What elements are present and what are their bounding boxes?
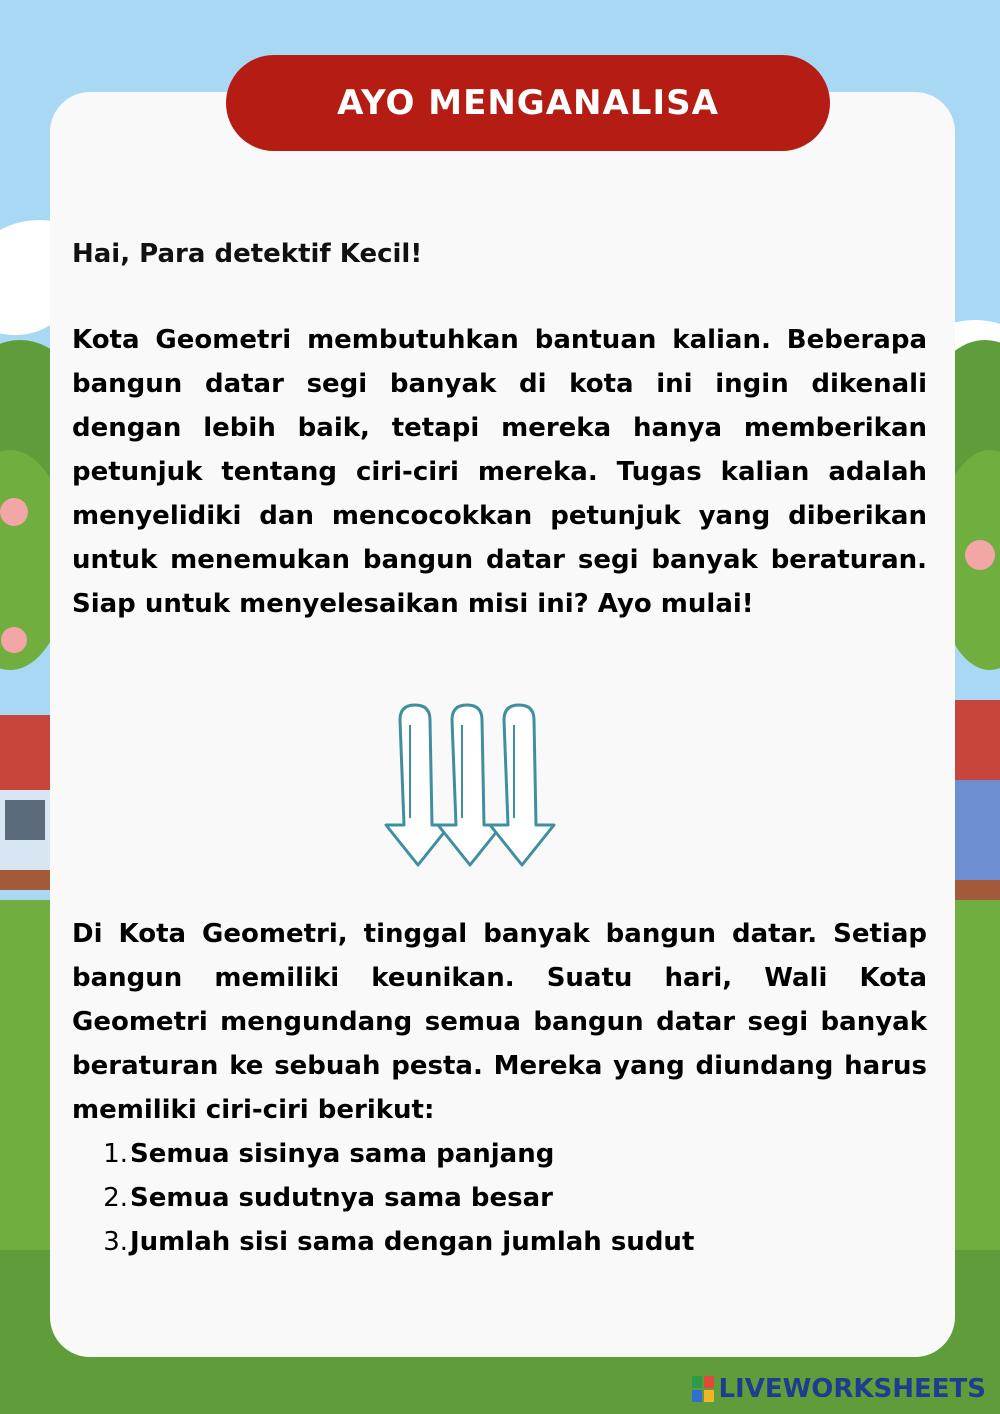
intro-paragraph: Kota Geometri membutuhkan bantuan kalian. Beberapa bangun datar segi banyak di kota ini ingin dikenali dengan lebih baik, tetapi mereka hanya memberikan petunjuk tentang ciri-ciri mereka. Tugas kalian adalah menyelidiki dan mencocokkan petunjuk yang diberikan untuk menemukan bangun datar segi banyak beraturan. Siap untuk menyelesaikan misi ini? Ayo mulai!	[72, 325, 927, 619]
title-banner	[226, 55, 830, 151]
liveworksheets-logo	[692, 1374, 986, 1404]
page-title: AYO MENGANALISA	[337, 83, 719, 123]
house-right	[955, 700, 1000, 910]
list-item: 2. Semua sudutnya sama besar	[103, 1183, 553, 1213]
list-item: 1. Semua sisinya sama panjang	[103, 1139, 555, 1169]
live-badge-icon	[692, 1376, 714, 1402]
story-paragraph: Di Kota Geometri, tinggal banyak bangun datar. Setiap bangun memiliki keunikan. Suatu hari, Wali Kota Geometri mengundang semua bangun datar segi banyak beraturan ke sebuah pesta. Mereka yang diundang harus memiliki ciri-ciri berikut:	[72, 919, 927, 1125]
intro-section	[72, 232, 927, 276]
brand-name: LIVEWORKSHEETS	[718, 1374, 986, 1404]
criteria-list	[72, 1132, 927, 1264]
down-arrows-icon	[380, 700, 580, 875]
greeting-text: Hai, Para detektif Kecil!	[72, 239, 423, 269]
list-item: 3. Jumlah sisi sama dengan jumlah sudut	[103, 1227, 695, 1257]
